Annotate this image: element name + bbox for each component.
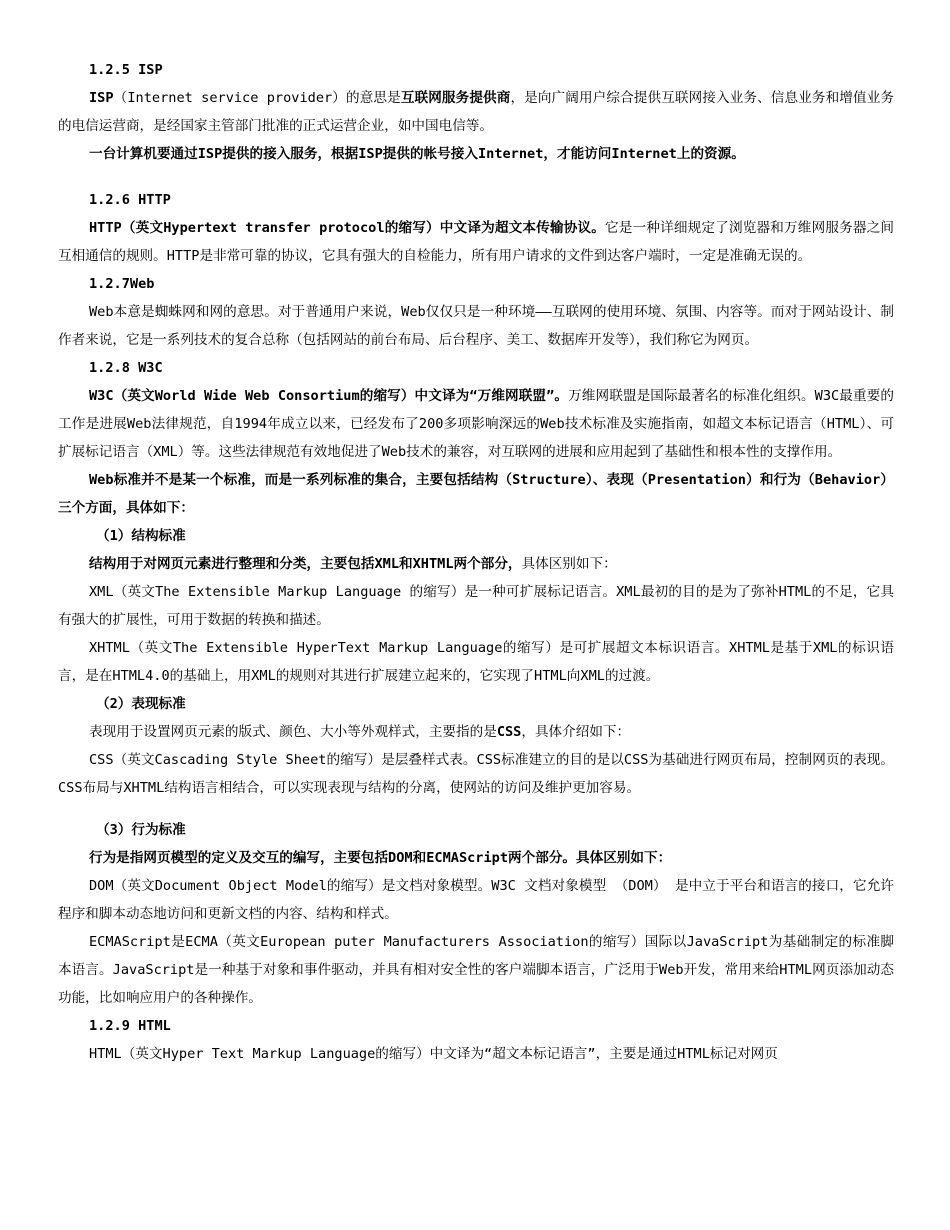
http-definition: HTTP（英文Hypertext transfer protocol的缩写）中文译为超文本传输协议。 (89, 220, 606, 236)
presentation-intro-bold: CSS (496, 724, 522, 740)
dom-paragraph: DOM（英文Document Object Model的缩写）是文档对象模型。W3C 文档对象模型 （DOM） 是中立于平台和语言的接口，它允许程序和脚本动态地访问和更新文档的内容、结构和样式。 (58, 878, 894, 922)
isp-paragraph-1 (58, 84, 894, 140)
section-heading-isp: 1.2.5 ISP (89, 62, 163, 78)
http-paragraph (58, 214, 894, 270)
css-paragraph: CSS（英文Cascading Style Sheet的缩写）是层叠样式表。CSS标准建立的目的是以CSS为基础进行网页布局，控制网页的表现。CSS布局与XHTML结构语言相结合，可以实现表现与结构的分离，使网站的访问及维护更加容易。 (58, 752, 894, 796)
structure-intro (58, 550, 894, 578)
behavior-heading: （3）行为标准 (96, 822, 186, 838)
isp-text-1: （Internet service provider）的意思是 (113, 90, 401, 106)
w3c-text: 万维网联盟是国际最著名的标准化组织。W3C最重要的工作是进展Web法律规范，自1994年成立以来，已经发布了200多项影响深远的Web技术标准及实施指南，如超文本标记语言（HTML）、可扩展标记语言（XML）等。这些法律规范有效地促进了Web技术的兼容，对互联网的进展和应用起到了基础性和根本性的支撑作用。 (58, 388, 894, 460)
structure-intro-text: 具体区别如下： (521, 556, 617, 572)
isp-paragraph-2: 一台计算机要通过ISP提供的接入服务，根据ISP提供的帐号接入Internet，才能访问Internet上的资源。 (89, 146, 745, 162)
xml-paragraph: XML（英文The Extensible Markup Language 的缩写）是一种可扩展标记语言。XML最初的目的是为了弥补HTML的不足，它具有强大的扩展性，可用于数据的转换和描述。 (58, 584, 894, 628)
section-heading-w3c: 1.2.8 W3C (89, 360, 163, 376)
isp-definition: 互联网服务提供商 (400, 90, 511, 106)
structure-heading: （1）结构标准 (96, 528, 186, 544)
http-text: 它是一种详细规定了浏览器和万维网服务器之间互相通信的规则。HTTP是非常可靠的协议，它具有强大的自检能力，所有用户请求的文件到达客户端时，一定是准确无误的。 (58, 220, 895, 264)
html-paragraph: HTML（英文Hyper Text Markup Language的缩写）中文译为“超文本标记语言”，主要是通过HTML标记对网页 (89, 1046, 778, 1062)
isp-text-2: ，是向广阔用户综合提供互联网接入业务、信息业务和增值业务的电信运营商，是经国家主管部门批准的正式运营企业，如中国电信等。 (58, 90, 895, 134)
section-heading-http: 1.2.6 HTTP (89, 192, 171, 208)
behavior-intro: 行为是指网页模型的定义及交互的编写，主要包括DOM和ECMAScript两个部分。具体区别如下： (89, 850, 672, 866)
xhtml-paragraph: XHTML（英文The Extensible HyperText Markup Language的缩写）是可扩展超文本标识语言。XHTML是基于XML的标识语言，是在HTML4.0的基础上，用XML的规则对其进行扩展建立起来的，它实现了HTML向XML的过渡。 (58, 640, 894, 684)
section-heading-web: 1.2.7Web (89, 276, 155, 292)
section-heading-html: 1.2.9 HTML (89, 1018, 171, 1034)
w3c-paragraph-2: Web标准并不是某一个标准，而是一系列标准的集合，主要包括结构（Structure）、表现（Presentation）和行为（Behavior）三个方面，具体如下： (58, 472, 894, 516)
w3c-definition: W3C（英文World Wide Web Consortium的缩写）中文译为“万维网联盟”。 (89, 388, 569, 404)
w3c-paragraph-1 (58, 382, 894, 466)
web-paragraph: Web本意是蜘蛛网和网的意思。对于普通用户来说，Web仅仅只是一种环境——互联网的使用环境、氛围、内容等。而对于网站设计、制作者来说，它是一系列技术的复合总称（包括网站的前台布局、后台程序、美工、数据库开发等），我们称它为网页。 (58, 304, 894, 348)
document-page (58, 56, 894, 1068)
presentation-intro (58, 718, 894, 746)
presentation-intro-tail: ，具体介绍如下： (521, 724, 631, 740)
structure-intro-bold: 结构用于对网页元素进行整理和分类，主要包括XML和XHTML两个部分， (89, 556, 522, 572)
presentation-intro-text: 表现用于设置网页元素的版式、颜色、大小等外观样式，主要指的是 (89, 724, 497, 740)
isp-term: ISP (89, 90, 114, 106)
presentation-heading: （2）表现标准 (96, 696, 186, 712)
ecma-paragraph: ECMAScript是ECMA（英文European puter Manufacturers Association的缩写）国际以JavaScript为基础制定的标准脚本语言。JavaScript是一种基于对象和事件驱动，并具有相对安全性的客户端脚本语言，广泛用于Web开发，常用来给HTML网页添加动态功能，比如响应用户的各种操作。 (58, 934, 894, 1006)
